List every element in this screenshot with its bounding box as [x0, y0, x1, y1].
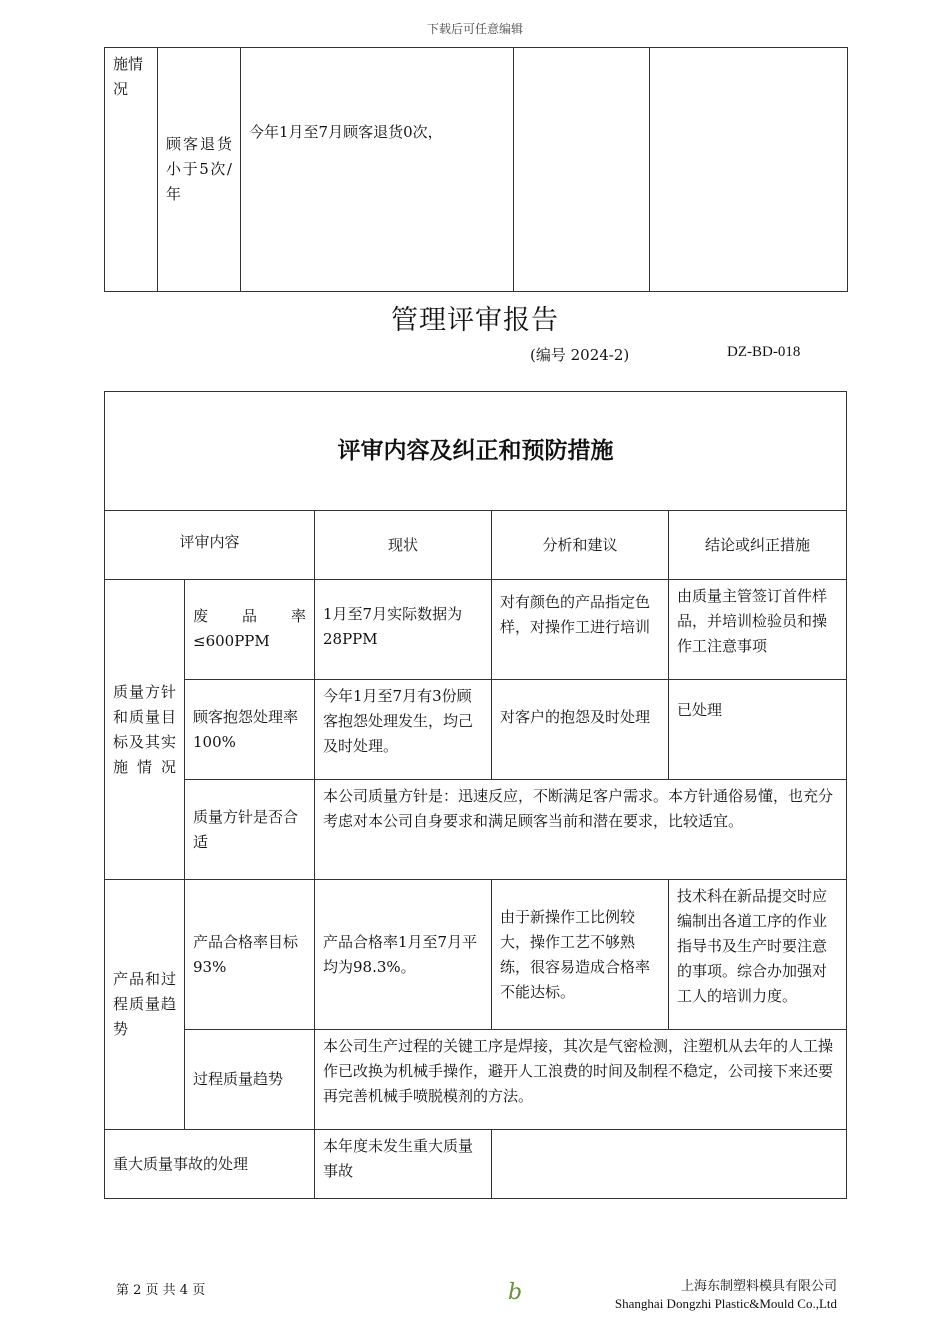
row-analysis: 对有颜色的产品指定色样，对操作工进行培训	[492, 580, 669, 680]
row-item: 产品合格率目标93%	[185, 880, 315, 1030]
row-analysis: 对客户的抱怨及时处理	[492, 680, 669, 780]
group-name: 质量方针和质量目标及其实施情况	[113, 682, 176, 776]
header-conclusion: 结论或纠正措施	[669, 511, 847, 580]
page-number: 第 2 页 共 4 页	[116, 1283, 206, 1298]
row-status: 今年1月至7月有3份顾客抱怨处理发生，均己及时处理。	[315, 680, 492, 780]
header-note: 下载后可任意编辑	[426, 22, 523, 36]
row-status: 1月至7月实际数据为28PPM	[315, 580, 492, 680]
group-name: 产品和过程质量趋势	[113, 970, 176, 1038]
doc-number: (编号 2024-2)	[530, 346, 630, 364]
prev-col2-text: 顾客退货小于5次/年	[166, 135, 232, 203]
row-conclusion: 已处理	[669, 680, 847, 780]
company-name-cn: 上海东制塑料模具有限公司	[680, 1279, 837, 1294]
row-merged-text: 本公司生产过程的关键工序是焊接，其次是气密检测，注塑机从去年的人工操作已改换为机械手操作，避开人工浪费的时间及制程不稳定，公司接下来还要再完善机械手喷脱模剂的方法。	[315, 1030, 847, 1130]
row-item: 顾客抱怨处理率100%	[185, 680, 315, 780]
previous-page-table	[104, 47, 848, 292]
row-conclusion: 技术科在新品提交时应编制出各道工序的作业指导书及生产时要注意的事项。综合办加强对工人的培训力度。	[669, 880, 847, 1030]
prev-col2-cell	[158, 48, 241, 292]
prev-col1-cell	[105, 48, 158, 292]
accident-label: 重大质量事故的处理	[105, 1130, 315, 1199]
accident-rest	[492, 1130, 847, 1199]
report-title: 管理评审报告	[391, 305, 559, 336]
accident-status: 本年度未发生重大质量事故	[315, 1130, 492, 1199]
row-item: 过程质量趋势	[185, 1030, 315, 1130]
row-merged-text: 本公司质量方针是：迅速反应，不断满足客户需求。本方针通俗易懂，也充分考虑对本公司自身要求和满足顾客当前和潜在要求，比较适宜。	[315, 780, 847, 880]
prev-col3-cell	[241, 48, 514, 292]
prev-col1-text: 施情况	[113, 55, 144, 98]
row-item: 质量方针是否合适	[185, 780, 315, 880]
review-table	[104, 391, 847, 1199]
company-logo: b	[508, 1280, 523, 1305]
company-name-en: Shanghai Dongzhi Plastic&Mould Co.,Ltd	[614, 1296, 837, 1311]
row-analysis: 由于新操作工比例较大，操作工艺不够熟练，很容易造成合格率不能达标。	[492, 880, 669, 1030]
company-info	[615, 1278, 837, 1312]
header-status: 现状	[315, 511, 492, 580]
header-content: 评审内容	[105, 511, 315, 580]
doc-code: DZ-BD-018	[727, 344, 801, 360]
group-product-process	[105, 880, 185, 1130]
prev-col5-cell	[650, 48, 848, 292]
prev-col4-cell	[514, 48, 650, 292]
row-conclusion: 由质量主管签订首件样品，并培训检验员和操作工注意事项	[669, 580, 847, 680]
row-status: 产品合格率1月至7月平均为98.3%。	[315, 880, 492, 1030]
section-title: 评审内容及纠正和预防措施	[105, 392, 847, 511]
row-item-cell	[185, 580, 315, 680]
group-quality-policy	[105, 580, 185, 880]
prev-col3-text: 今年1月至7月顾客退货0次，	[249, 122, 443, 141]
row-item: 废品率≤600PPM	[193, 607, 306, 650]
header-analysis: 分析和建议	[492, 511, 669, 580]
